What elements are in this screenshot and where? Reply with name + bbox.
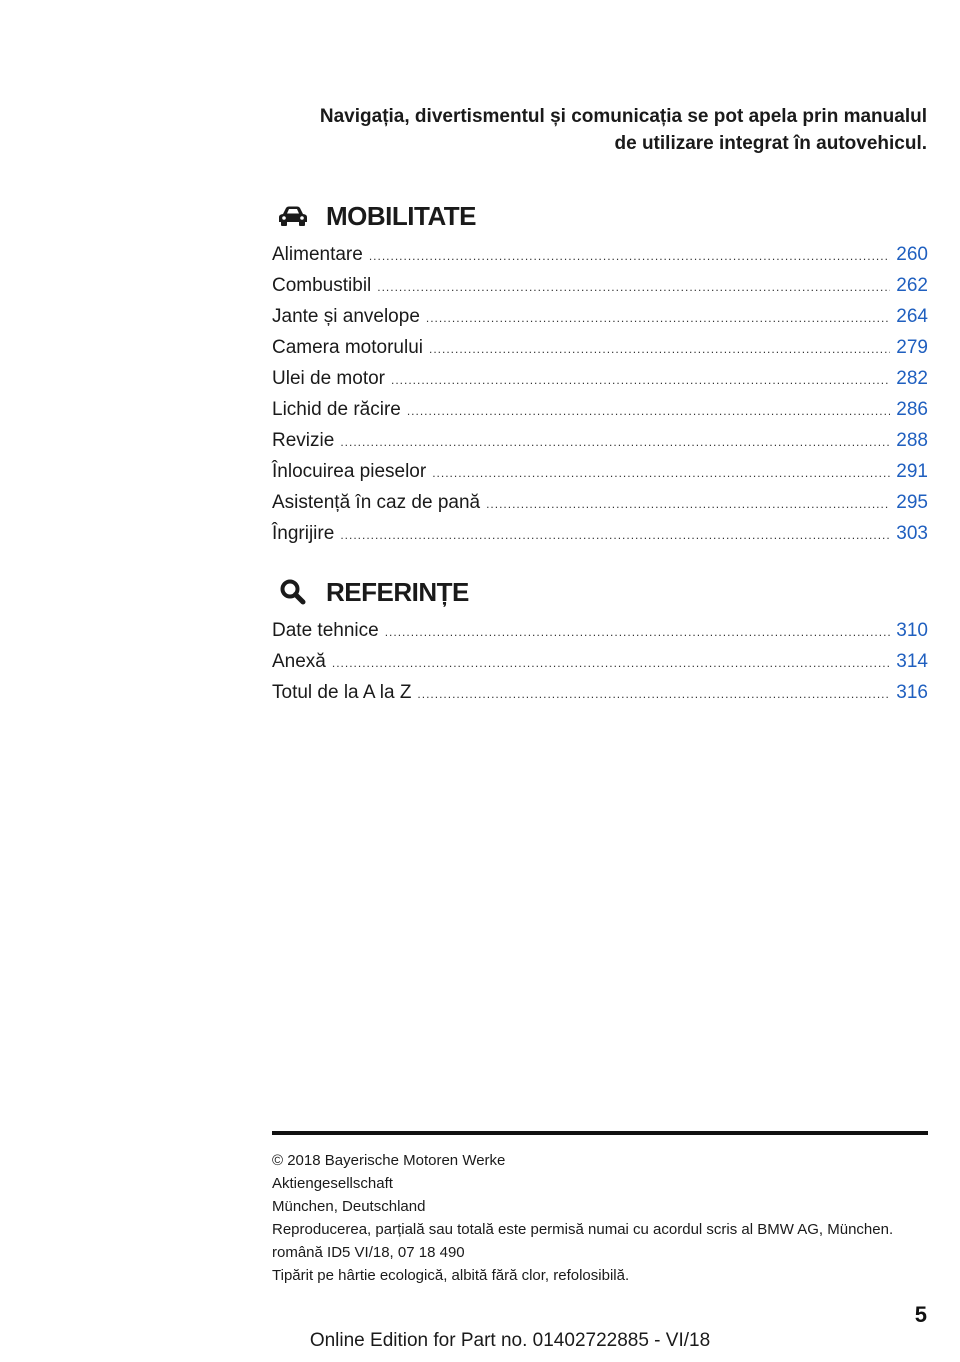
page-number: 5 [914, 1302, 927, 1327]
leader-dots [426, 311, 890, 325]
leader-dots [417, 687, 890, 701]
toc-page-link[interactable]: 279 [896, 337, 928, 358]
toc-label: Îngrijire [272, 523, 335, 544]
intro-note [207, 103, 927, 157]
toc-label: Date tehnice [272, 620, 379, 641]
section-title: REFERINȚE [326, 576, 469, 607]
leader-dots [377, 280, 890, 294]
imprint-line: română ID5 VI/18, 07 18 490 [272, 1244, 465, 1261]
toc-item[interactable] [272, 620, 928, 651]
toc-item[interactable] [272, 275, 928, 306]
leader-dots [340, 435, 890, 449]
toc-page-link[interactable]: 291 [896, 461, 928, 482]
search-icon [276, 578, 310, 606]
toc-item[interactable] [272, 244, 928, 275]
imprint-line: Reproducerea, parțială sau totală este permisă numai cu acordul scris al BMW AG, München. [272, 1221, 894, 1238]
section-referinte [272, 572, 928, 713]
toc-label: Asistență în caz de pană [272, 492, 481, 513]
toc-label: Alimentare [272, 244, 363, 265]
intro-line-2: de utilizare integrat în autovehicul. [614, 133, 927, 154]
divider [272, 1131, 928, 1135]
toc-item[interactable] [272, 682, 928, 713]
toc-page-link[interactable]: 316 [896, 682, 928, 703]
toc-item[interactable] [272, 430, 928, 461]
toc-label: Combustibil [272, 275, 372, 296]
leader-dots [407, 404, 890, 418]
leader-dots [432, 466, 890, 480]
toc-item[interactable] [272, 306, 928, 337]
toc-page-link[interactable]: 314 [896, 651, 928, 672]
leader-dots [429, 342, 890, 356]
leader-dots [391, 373, 890, 387]
intro-line-1: Navigația, divertismentul și comunicația se pot apela prin manualul [319, 106, 927, 127]
toc-item[interactable] [272, 651, 928, 682]
leader-dots [369, 249, 890, 263]
toc-label: Ulei de motor [272, 368, 385, 389]
toc-list [272, 244, 928, 554]
toc-page-link[interactable]: 262 [896, 275, 928, 296]
imprint-line: München, Deutschland [272, 1198, 426, 1215]
toc-label: Anexă [272, 651, 326, 672]
toc-item[interactable] [272, 368, 928, 399]
toc-item[interactable] [272, 492, 928, 523]
toc-page-link[interactable]: 303 [896, 523, 928, 544]
leader-dots [332, 656, 890, 670]
toc-item[interactable] [272, 461, 928, 492]
toc-label: Înlocuirea pieselor [272, 461, 427, 482]
leader-dots [340, 528, 890, 542]
imprint-line: Aktiengesellschaft [272, 1175, 393, 1192]
toc-label: Totul de la A la Z [272, 682, 412, 703]
section-header [272, 572, 928, 612]
toc-item[interactable] [272, 337, 928, 368]
toc-list [272, 620, 928, 713]
leader-dots [385, 625, 891, 639]
toc-page-link[interactable]: 295 [896, 492, 928, 513]
toc-page-link[interactable]: 286 [896, 399, 928, 420]
toc-label: Jante și anvelope [272, 306, 420, 327]
toc-label: Revizie [272, 430, 335, 451]
imprint [272, 1149, 932, 1287]
section-title: MOBILITATE [326, 200, 477, 231]
imprint-line: © 2018 Bayerische Motoren Werke [272, 1152, 506, 1169]
toc-page-link[interactable]: 288 [896, 430, 928, 451]
toc-item[interactable] [272, 523, 928, 554]
toc-label: Lichid de răcire [272, 399, 401, 420]
imprint-line: Tipărit pe hârtie ecologică, albită fără clor, refolosibilă. [272, 1267, 630, 1284]
toc-label: Camera motorului [272, 337, 423, 358]
section-mobilitate [272, 196, 928, 554]
toc-page-link[interactable]: 264 [896, 306, 928, 327]
toc-page-link[interactable]: 260 [896, 244, 928, 265]
toc-item[interactable] [272, 399, 928, 430]
footer-edition: Online Edition for Part no. 01402722885 - VI/18 [309, 1330, 711, 1351]
leader-dots [486, 497, 890, 511]
section-header [272, 196, 928, 236]
toc-page-link[interactable]: 310 [896, 620, 928, 641]
toc-page-link[interactable]: 282 [896, 368, 928, 389]
car-icon [276, 202, 310, 230]
